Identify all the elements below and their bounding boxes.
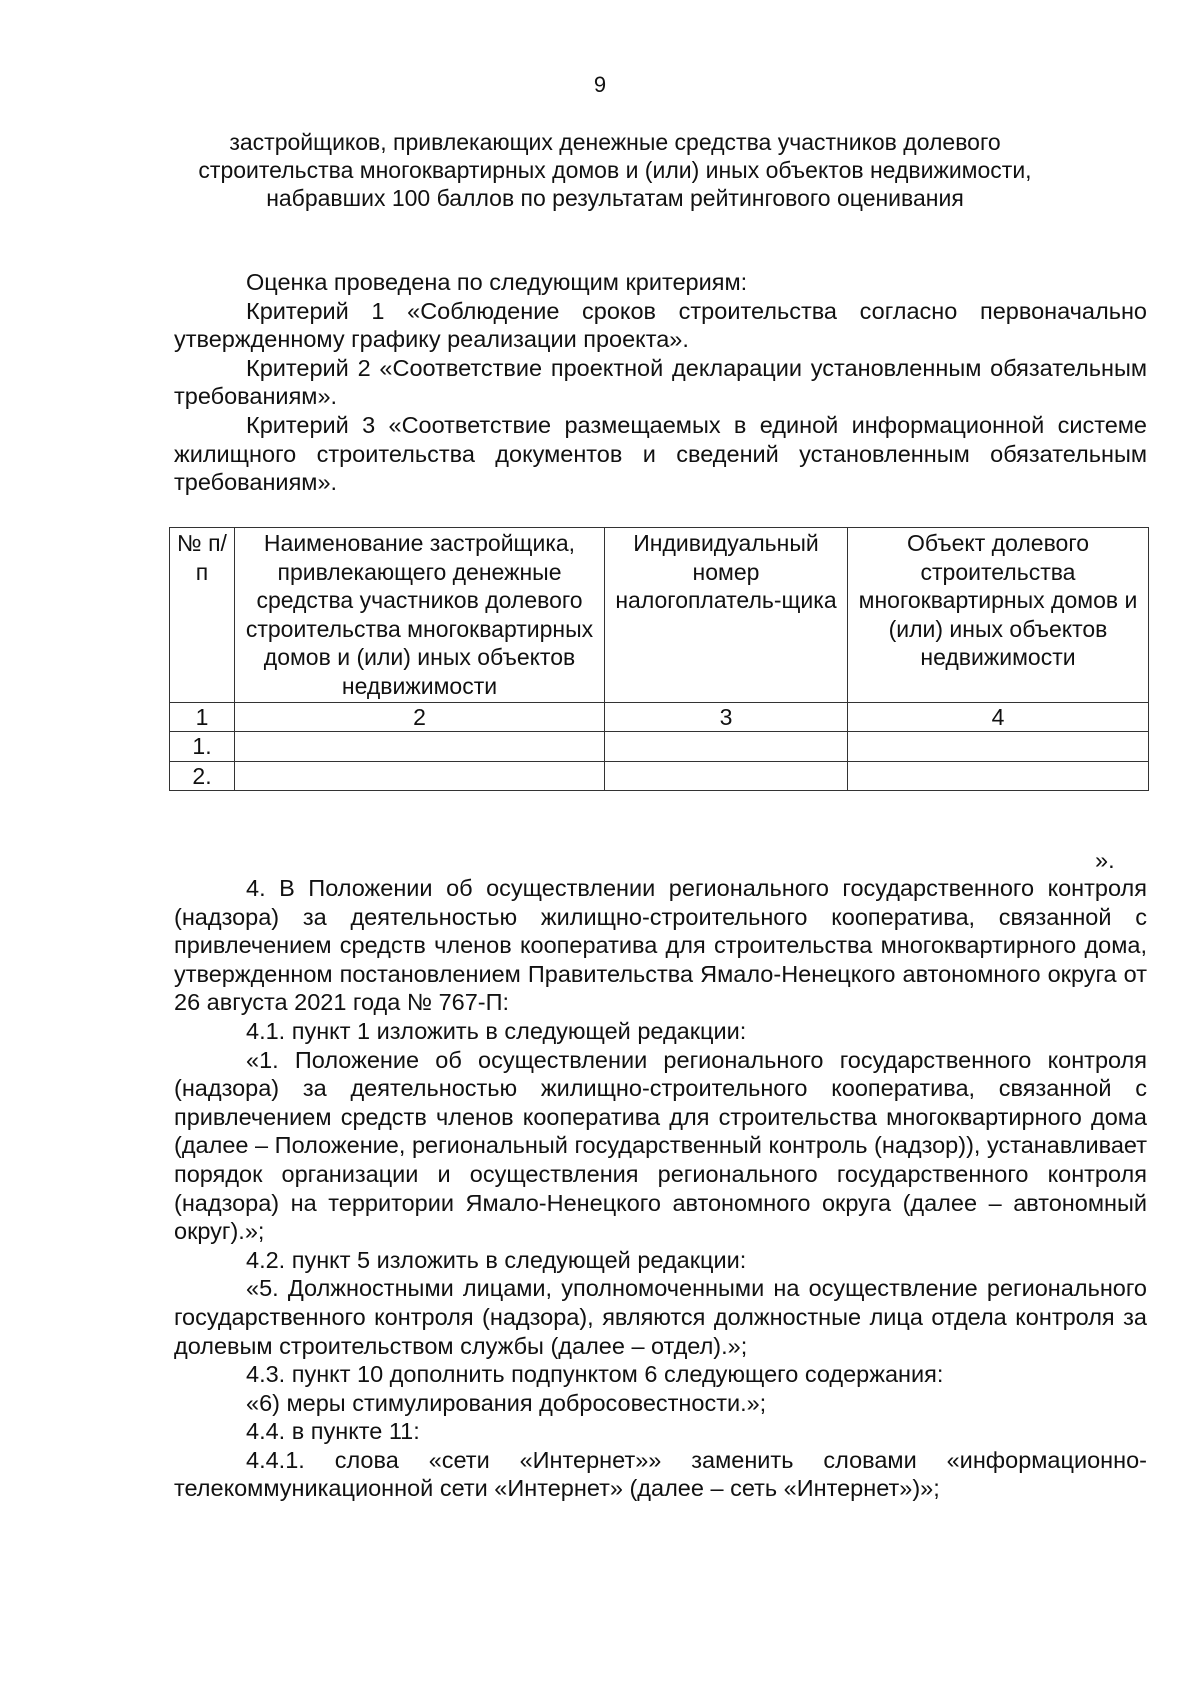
table-row [170, 761, 1149, 791]
heading-line: застройщиков, привлекающих денежные средства участников долевого [229, 129, 1001, 155]
table-row [170, 732, 1149, 762]
table-header-row [170, 528, 1149, 703]
table-cell [235, 732, 605, 762]
amendment-paragraph: 4.4. в пункте 11: [246, 1418, 420, 1445]
amendment-paragraph: 4.2. пункт 5 изложить в следующей редакции: [246, 1246, 747, 1273]
table-cell: 1. [170, 732, 235, 762]
page-number: 9 [593, 72, 607, 97]
amendments-block [174, 874, 1147, 1503]
amendment-paragraph: «6) меры стимулирования добросовестности.»; [246, 1389, 767, 1416]
heading-line: набравших 100 баллов по результатам рейтингового оценивания [266, 185, 964, 211]
amendment-paragraph: «1. Положение об осуществлении регионального государственного контроля (надзора) за деятельностью жилищно-строительного кооператива, связанной с привлечением средств членов кооператива для строительства многоквартирного дома (далее – Положение, региональный государственный контроль (надзор)), устанавливает порядок организации и осуществления регионального государственного контроля (надзора) на территории Ямало-Ненецкого автономного округа (далее – автономный округ).»; [174, 1046, 1147, 1245]
table-cell [848, 761, 1149, 791]
criteria-block [174, 268, 1147, 497]
table-cell [605, 732, 848, 762]
column-number: 3 [605, 702, 848, 732]
amendment-paragraph: 4.1. пункт 1 изложить в следующей редакции: [246, 1017, 747, 1044]
heading-line: строительства многоквартирных домов и (или) иных объектов недвижимости, [198, 157, 1032, 183]
column-number: 1 [170, 702, 235, 732]
amendment-paragraph: «5. Должностными лицами, уполномоченными на осуществление регионального государственного контроля (надзора), являются должностные лица отдела контроля за долевым строительством службы (далее – отдел).»; [174, 1275, 1147, 1359]
header-taxpayer-id: Индивидуальный номер налогоплатель-щика [605, 528, 848, 703]
developers-table [169, 527, 1149, 791]
table-cell: 2. [170, 761, 235, 791]
criteria-intro: Оценка проведена по следующим критериям: [246, 269, 748, 295]
table-cell [848, 732, 1149, 762]
amendment-paragraph: 4.3. пункт 10 дополнить подпунктом 6 следующего содержания: [246, 1361, 944, 1388]
criterion-1: Критерий 1 «Соблюдение сроков строительства согласно первоначально утвержденному графику реализации проекта». [174, 297, 1147, 353]
column-number-row [170, 702, 1149, 732]
table-cell [605, 761, 848, 791]
column-number: 2 [235, 702, 605, 732]
table-cell [235, 761, 605, 791]
criterion-3: Критерий 3 «Соответствие размещаемых в единой информационной системе жилищного строительства документов и сведений установленным обязательным требованиям». [174, 411, 1147, 496]
closing-quote: ». [1095, 847, 1115, 873]
criterion-2: Критерий 2 «Соответствие проектной декларации установленным обязательным требованиям». [174, 354, 1147, 410]
header-number: № п/п [170, 528, 235, 703]
header-construction-object: Объект долевого строительства многоквартирных домов и (или) иных объектов недвижимости [848, 528, 1149, 703]
column-number: 4 [848, 702, 1149, 732]
section-heading [170, 128, 1060, 212]
header-developer-name: Наименование застройщика, привлекающего денежные средства участников долевого строительства многоквартирных домов и (или) иных объектов недвижимости [235, 528, 605, 703]
amendment-paragraph: 4.4.1. слова «сети «Интернет»» заменить словами «информационно-телекоммуникационной сети «Интернет» (далее – сеть «Интернет»)»; [174, 1446, 1147, 1502]
amendment-paragraph: 4. В Положении об осуществлении регионального государственного контроля (надзора) за деятельностью жилищно-строительного кооператива, связанной с привлечением средств членов кооператива для строительства многоквартирного дома, утвержденном постановлением Правительства Ямало-Ненецкого автономного округа от 26 августа 2021 года № 767-П: [174, 875, 1147, 1016]
